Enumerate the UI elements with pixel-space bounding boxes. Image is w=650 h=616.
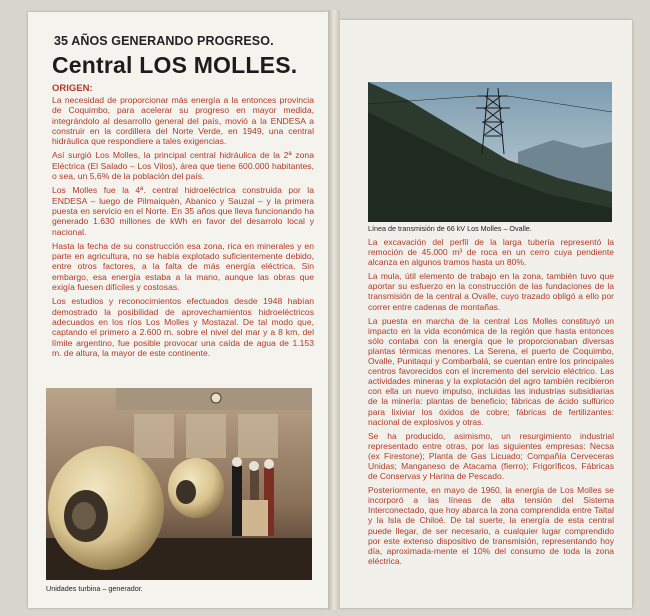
- transmission-line-photo: [368, 82, 612, 222]
- transmission-photo-caption: Línea de transmisión de 66 kV Los Molles – Ovalle.: [368, 224, 532, 233]
- page-fold: [328, 10, 340, 610]
- paragraph: Se ha producido, asimismo, un resurgimiento industrial representado entre otras, por las siguientes empresas: Necsa (ex Firestone); Planta de Gas Licuado; Compañía Cerveceras Unidas; Manganeso de Atacama (fierro); Frigoríficos, Fábricas de Conservas y Harina de Pescado.: [368, 430, 614, 482]
- paragraph: Los Molles fue la 4ª. central hidroeléctrica construida por la ENDESA – luego de Pilmaiquén, Abanico y Sauzal – y la primera puesta en servicio en el Norte. En 35 años que lleva funcionando ha generado 1.630 millones de kWh en favor del desarrolo local y nacional.: [52, 185, 314, 237]
- paragraph: La puesta en marcha de la central Los Molles constituyó un impacto en la vida económica de la región que hasta entonces sólo contaba con la energía que le proporcionaban diversas plantas térmicas menores. La Serena, el puerto de Coquimbo, Ovalle, Punitaqui y Combarbalá, se cuentan entre los principales centros favorecidos con el incremento del servicio eléctrico. Las actividades mineras y la explotación del agro también recibieron con ella un nuevo impulso, incluidas las industrias subsidiarias de la minería: plantas de beneficio; fábricas de ácido sulfúrico para lixiviar los óxidos de cobre; fábricas de fertilizantes: nacional de explosivos y otras.: [368, 315, 614, 427]
- paragraph: La excavación del perfil de la larga tubería representó la remoción de 45.000 m³ de roca en un cerro cuya pendiente alcanza en algunos tramos hasta un 80%.: [368, 237, 614, 268]
- paragraph: Los estudios y reconocimientos efectuados desde 1948 habían demostrado la posibilidad de aprovechamientos hidroeléctricos adecuados en los ríos Los Molles y Mostazal. De tal modo que, captando el primero a 2.600 m. sobre el nivel del mar y a 8 km. del límite argentino, fue posible provocar una caída de agua de 1.153 m. de altura, la mayor de este continente.: [52, 296, 314, 358]
- turbine-generator-photo: [46, 388, 312, 580]
- turbine-photo-caption: Unidades turbina – generador.: [46, 584, 143, 593]
- page-title: Central LOS MOLLES.: [52, 52, 298, 78]
- paragraph: Hasta la fecha de su construcción esa zona, rica en minerales y en parte en agricultura, no se había explotado suficientemente debido, entre otros factores, a la falta de más energía eléctrica. Sin embargo, esa energía estaba a la mano, aunque las obras que exigía fuesen difíciles y costosas.: [52, 240, 314, 293]
- paragraph: La mula, útil elemento de trabajo en la zona, también tuvo que aportar su esfuerzo en la construcción de las fundaciones de la transmisión de la central a Ovalle, cuyo trazado obligó a ello por correr entre cadenas de montañas.: [368, 271, 614, 312]
- paragraph: Así surgió Los Molles, la principal central hidráulica de la 2ª zona Eléctrica (El Salado – Los Vilos), área que tiene 600.000 habitantes, o sea, un 5,6% de la población del país.: [52, 150, 314, 182]
- paragraph: Posteriormente, en mayo de 1960, la energía de Los Molles se incorporó a las líneas de alta tensión del Sistema Interconectado, que hoy abarca la zona comprendida entre Taltal y la Isla de Chiloé. De tal suerte, la energía de esta central puede llegar, de ser necesario, a cualquier lugar comprendido por este extenso dispositivo de transmisión, representando hoy día, aproximada-mente el 10% del consumo de toda la zona eléctrica.: [368, 485, 614, 566]
- paragraph: La necesidad de proporcionar más energía a la entonces provincia de Coquimbo, para acelerar su progreso en mayor medida, integrándolo al desarrollo general del país, movió a la ENDESA a construir en la cordillera del Norte Verde, en 1949, una central hidráulica que respondiere a tales exigencias.: [52, 95, 314, 147]
- section-heading: ORIGEN:: [52, 83, 93, 94]
- kicker-heading: 35 AÑOS GENERANDO PROGRESO.: [54, 34, 274, 48]
- right-body-text: [368, 237, 614, 570]
- left-body-text: [52, 95, 314, 362]
